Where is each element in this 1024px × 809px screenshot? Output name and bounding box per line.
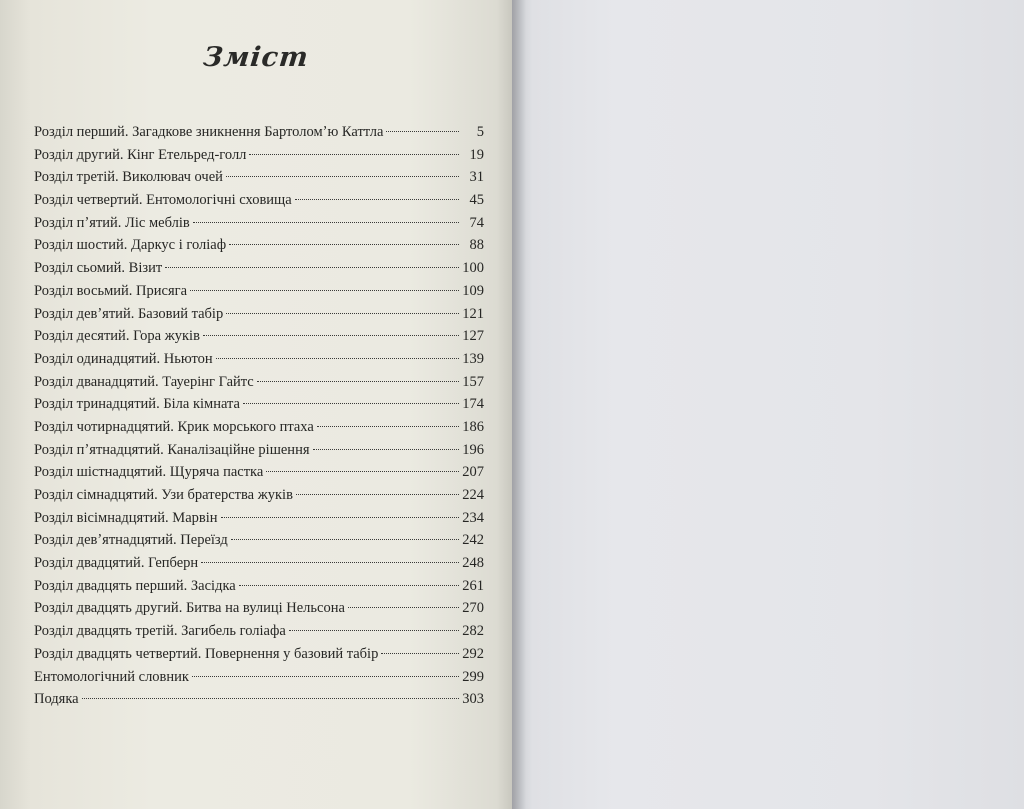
toc-entry-label: Розділ пʼятий. Ліс меблів [34, 214, 190, 231]
toc-entry-label: Розділ девʼятий. Базовий табір [34, 305, 224, 322]
dot-leader [348, 607, 459, 608]
toc-entry-label: Розділ вісімнадцятий. Марвін [34, 509, 218, 526]
toc-entry-page-number: 139 [462, 350, 484, 367]
dot-leader [229, 244, 459, 245]
toc-entry-page-number: 121 [462, 305, 484, 322]
toc-entry-page-number: 282 [462, 623, 484, 640]
toc-entry-page-number: 261 [462, 577, 484, 594]
right-page-blank [512, 0, 1024, 809]
toc-entry [34, 396, 484, 419]
dot-leader [192, 676, 459, 677]
toc-entry [34, 691, 484, 714]
toc-entry-label: Розділ восьмий. Присяга [34, 282, 188, 299]
toc-entry-label: Розділ сьомий. Візит [34, 260, 163, 277]
dot-leader [296, 494, 459, 495]
toc-entry [34, 419, 484, 442]
dot-leader [165, 267, 459, 268]
toc-entry [34, 464, 484, 487]
toc-entry-label: Розділ пʼятнадцятий. Каналізаційне рішення [34, 441, 310, 458]
dot-leader [249, 154, 459, 155]
dot-leader [317, 426, 459, 427]
toc-entry-label: Розділ третій. Виколювач очей [34, 169, 223, 186]
toc-entry [34, 215, 484, 238]
toc-entry-page-number: 100 [462, 260, 484, 277]
toc-entry [34, 623, 484, 646]
dot-leader [239, 585, 459, 586]
toc-entry-label: Розділ двадцятий. Гепберн [34, 555, 199, 572]
toc-entry-page-number: 174 [462, 396, 484, 413]
toc-entry-label: Розділ двадцять третій. Загибель голіафа [34, 623, 286, 640]
table-of-contents [34, 124, 484, 714]
toc-entry [34, 510, 484, 533]
toc-entry [34, 283, 484, 306]
toc-entry-label: Розділ двадцять перший. Засідка [34, 577, 236, 594]
toc-entry [34, 578, 484, 601]
toc-entry-label: Розділ тринадцятий. Біла кімната [34, 396, 240, 413]
toc-entry [34, 328, 484, 351]
toc-entry-label: Розділ чотирнадцятий. Крик морського птаха [34, 418, 314, 435]
toc-entry-page-number: 270 [462, 600, 484, 617]
toc-entry-label: Розділ дванадцятий. Тауерінг Гайтс [34, 373, 254, 390]
toc-entry-page-number: 157 [462, 373, 484, 390]
toc-entry [34, 124, 484, 147]
toc-entry-page-number: 224 [462, 487, 484, 503]
dot-leader [289, 630, 459, 631]
dot-leader [386, 131, 459, 132]
dot-leader [231, 539, 459, 540]
page-title: Зміст [201, 42, 311, 73]
dot-leader [381, 653, 459, 654]
dot-leader [266, 471, 459, 472]
toc-entry [34, 600, 484, 623]
toc-entry [34, 532, 484, 555]
toc-entry-label: Розділ девʼятнадцятий. Переїзд [34, 532, 228, 549]
dot-leader [82, 698, 459, 699]
toc-entry-page-number: 45 [469, 192, 484, 209]
toc-entry [34, 237, 484, 260]
toc-entry-page-number: 88 [469, 237, 484, 254]
toc-entry-page-number: 109 [462, 282, 484, 299]
toc-entry-label: Розділ сімнадцятий. Узи братерства жуків [34, 487, 293, 503]
dot-leader [201, 562, 459, 563]
toc-entry-page-number: 74 [469, 214, 484, 231]
toc-entry-label: Розділ шостий. Даркус і голіаф [34, 237, 227, 254]
toc-entry-page-number: 299 [462, 668, 484, 685]
toc-entry-label: Розділ двадцять другий. Битва на вулиці Нельсона [34, 600, 345, 617]
toc-entry-page-number: 242 [462, 532, 484, 549]
toc-entry [34, 487, 484, 510]
dot-leader [203, 335, 459, 336]
toc-entry [34, 169, 484, 192]
toc-entry-page-number: 127 [462, 328, 484, 345]
toc-entry-page-number: 207 [462, 464, 484, 481]
dot-leader [313, 449, 460, 450]
toc-entry-label: Розділ четвертий. Ентомологічні сховища [34, 192, 292, 209]
toc-entry-label: Розділ одинадцятий. Ньютон [34, 350, 213, 367]
dot-leader [226, 313, 459, 314]
toc-entry [34, 306, 484, 329]
dot-leader [257, 381, 459, 382]
toc-entry-page-number: 19 [469, 146, 484, 163]
toc-entry [34, 147, 484, 170]
dot-leader [221, 517, 459, 518]
toc-entry-label: Ентомологічний словник [34, 668, 189, 685]
toc-entry [34, 374, 484, 397]
toc-entry-page-number: 31 [469, 169, 484, 186]
toc-entry [34, 192, 484, 215]
dot-leader [190, 290, 459, 291]
dot-leader [216, 358, 459, 359]
toc-entry [34, 669, 484, 692]
dot-leader [226, 176, 459, 177]
toc-entry-page-number: 292 [462, 645, 484, 662]
toc-entry-page-number: 234 [462, 509, 484, 526]
dot-leader [193, 222, 459, 223]
toc-entry-label: Розділ перший. Загадкове зникнення Бартоломʼю Каттла [34, 124, 384, 140]
toc-entry-page-number: 5 [476, 124, 484, 140]
toc-entry-page-number: 303 [462, 691, 484, 708]
toc-entry [34, 555, 484, 578]
toc-entry [34, 646, 484, 669]
toc-entry-label: Подяка [34, 691, 79, 708]
toc-entry-label: Розділ двадцять четвертий. Повернення у базовий табір [34, 645, 379, 662]
toc-entry-label: Розділ десятий. Гора жуків [34, 328, 200, 345]
toc-entry-page-number: 196 [462, 441, 484, 458]
toc-entry-label: Розділ шістнадцятий. Щуряча пастка [34, 464, 264, 481]
toc-entry [34, 260, 484, 283]
toc-entry-label: Розділ другий. Кінг Етельред-голл [34, 146, 247, 163]
gutter-shadow [512, 0, 526, 809]
toc-entry [34, 351, 484, 374]
dot-leader [243, 403, 459, 404]
toc-entry [34, 442, 484, 465]
toc-entry-page-number: 248 [462, 555, 484, 572]
toc-entry-page-number: 186 [462, 418, 484, 435]
dot-leader [295, 199, 459, 200]
